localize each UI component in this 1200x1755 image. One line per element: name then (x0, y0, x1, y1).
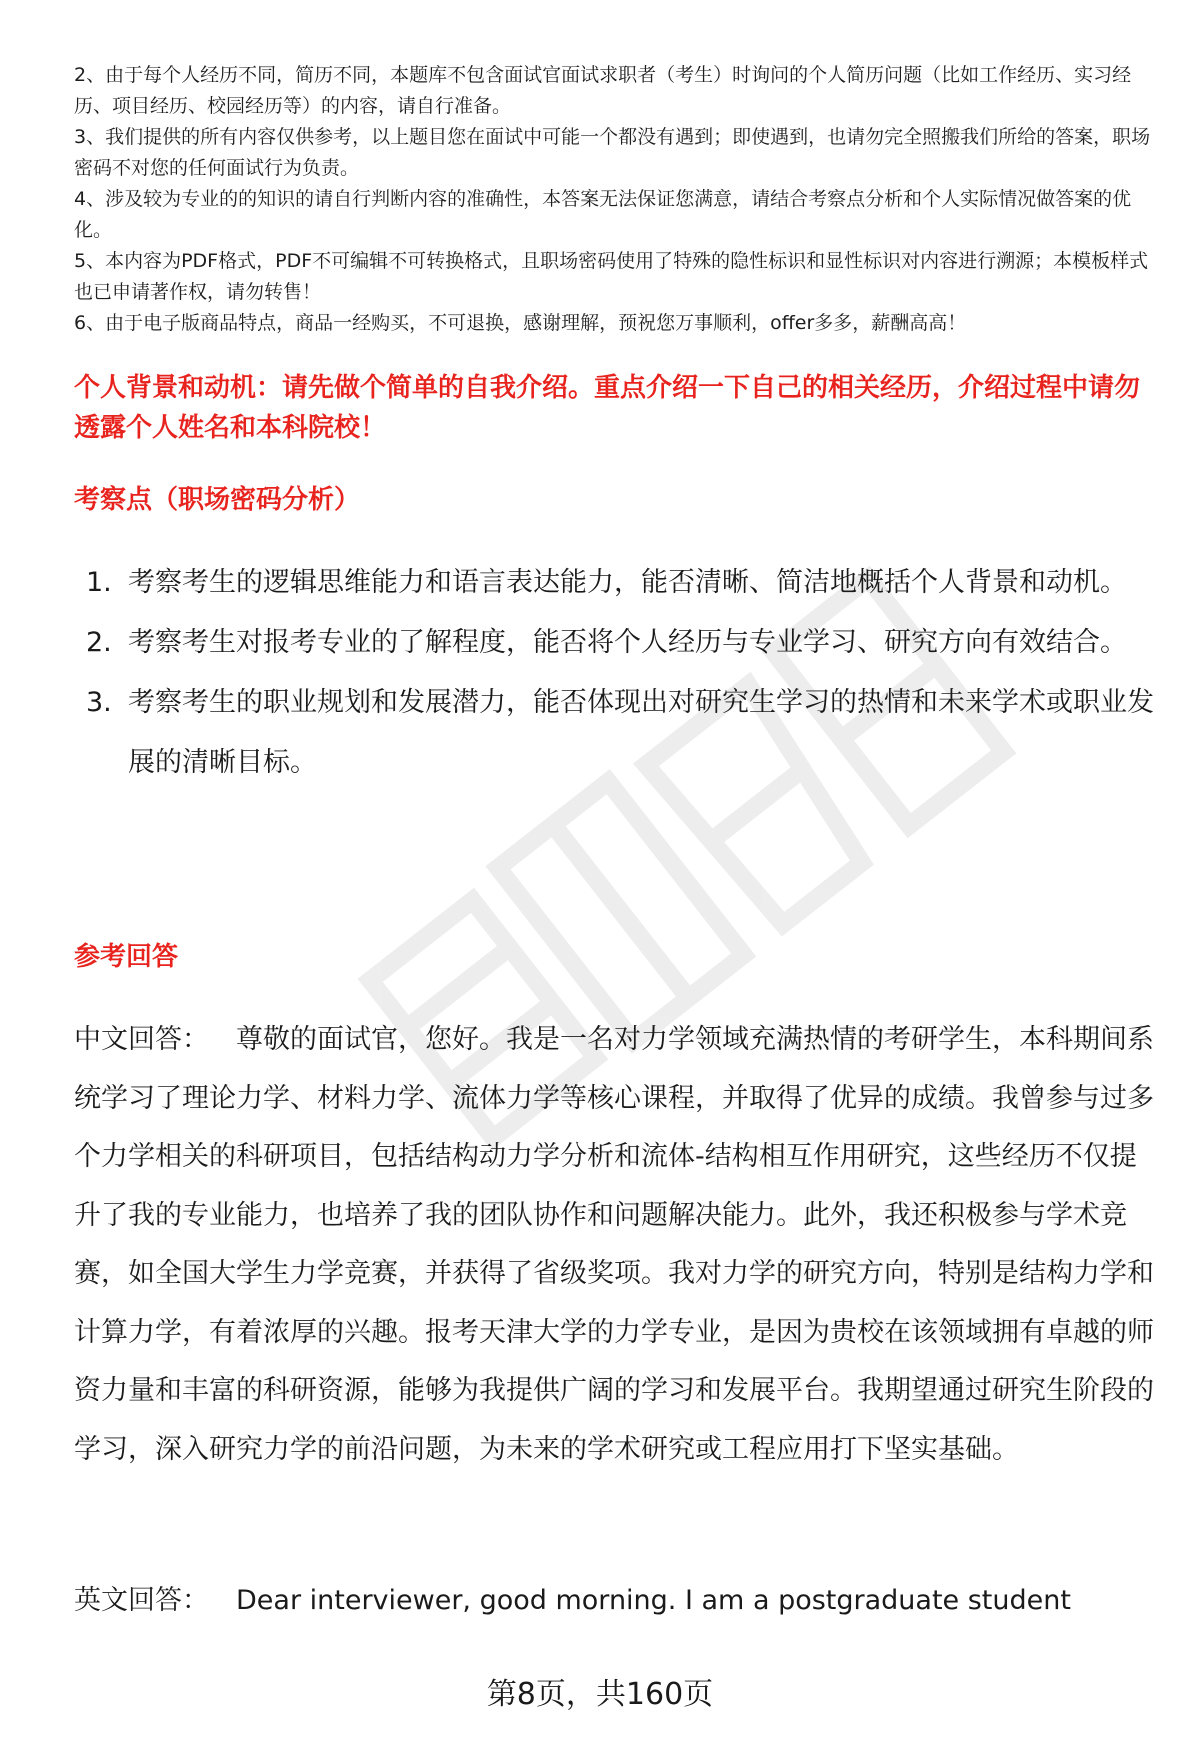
notes-block (74, 60, 1164, 339)
english-answer (74, 1581, 1160, 1621)
chinese-answer (74, 1011, 1160, 1479)
analysis-point (74, 613, 1154, 673)
english-answer-label: 英文回答： (74, 1585, 209, 1616)
point-number: 1. (86, 567, 112, 598)
note-item: 2、由于每个人经历不同，简历不同，本题库不包含面试官面试求职者（考生）时询问的个人简历问题（比如工作经历、实习经历、项目经历、校园经历等）的内容，请自行准备。 (74, 64, 1132, 117)
analysis-heading: 考察点（职场密码分析） (74, 485, 361, 515)
point-text: 考察考生的职业规划和发展潜力，能否体现出对研究生学习的热情和未来学术或职业发展的清晰目标。 (128, 687, 1154, 778)
point-number: 2. (86, 627, 112, 658)
note-item: 3、我们提供的所有内容仅供参考，以上题目您在面试中可能一个都没有遇到；即使遇到，也请勿完全照搬我们所给的答案，职场密码不对您的任何面试行为负责。 (74, 126, 1151, 179)
page-number: 第8页，共160页 (486, 1677, 714, 1712)
chinese-answer-text: 尊敬的面试官，您好。我是一名对力学领域充满热情的考研学生，本科期间系统学习了理论力学、材料力学、流体力学等核心课程，并取得了优异的成绩。我曾参与过多个力学相关的科研项目，包括结构动力学分析和流体-结构相互作用研究，这些经历不仅提升了我的专业能力，也培养了我的团队协作和问题解决能力。此外，我还积极参与学术竞赛，如全国大学生力学竞赛，并获得了省级奖项。我对力学的研究方向，特别是结构力学和计算力学，有着浓厚的兴趣。报考天津大学的力学专业，是因为贵校在该领域拥有卓越的师资力量和丰富的科研资源，能够为我提供广阔的学习和发展平台。我期望通过研究生阶段的学习，深入研究力学的前沿问题，为未来的学术研究或工程应用打下坚实基础。 (74, 1024, 1154, 1465)
note-item: 5、本内容为PDF格式，PDF不可编辑不可转换格式，且职场密码使用了特殊的隐性标识和显性标识对内容进行溯源；本模板样式也已申请著作权，请勿转售！ (74, 250, 1149, 303)
question-title: 个人背景和动机：请先做个简单的自我介绍。重点介绍一下自己的相关经历，介绍过程中请勿透露个人姓名和本科院校！ (74, 373, 1141, 443)
note-item: 6、由于电子版商品特点，商品一经购买，不可退换，感谢理解，预祝您万事顺利，offer多多，薪酬高高！ (74, 312, 967, 334)
point-text: 考察考生的逻辑思维能力和语言表达能力，能否清晰、简洁地概括个人背景和动机。 (128, 567, 1127, 598)
point-text: 考察考生对报考专业的了解程度，能否将个人经历与专业学习、研究方向有效结合。 (128, 627, 1127, 658)
analysis-points-list (74, 553, 1154, 793)
reference-heading: 参考回答 (74, 942, 179, 972)
analysis-point (74, 553, 1154, 613)
analysis-point (74, 673, 1154, 793)
note-item: 4、涉及较为专业的的知识的请自行判断内容的准确性，本答案无法保证您满意，请结合考察点分析和个人实际情况做答案的优化。 (74, 188, 1132, 241)
point-number: 3. (86, 687, 112, 718)
chinese-answer-label: 中文回答： (74, 1024, 209, 1055)
english-answer-text: Dear interviewer, good morning. I am a postgraduate student (236, 1585, 1071, 1616)
